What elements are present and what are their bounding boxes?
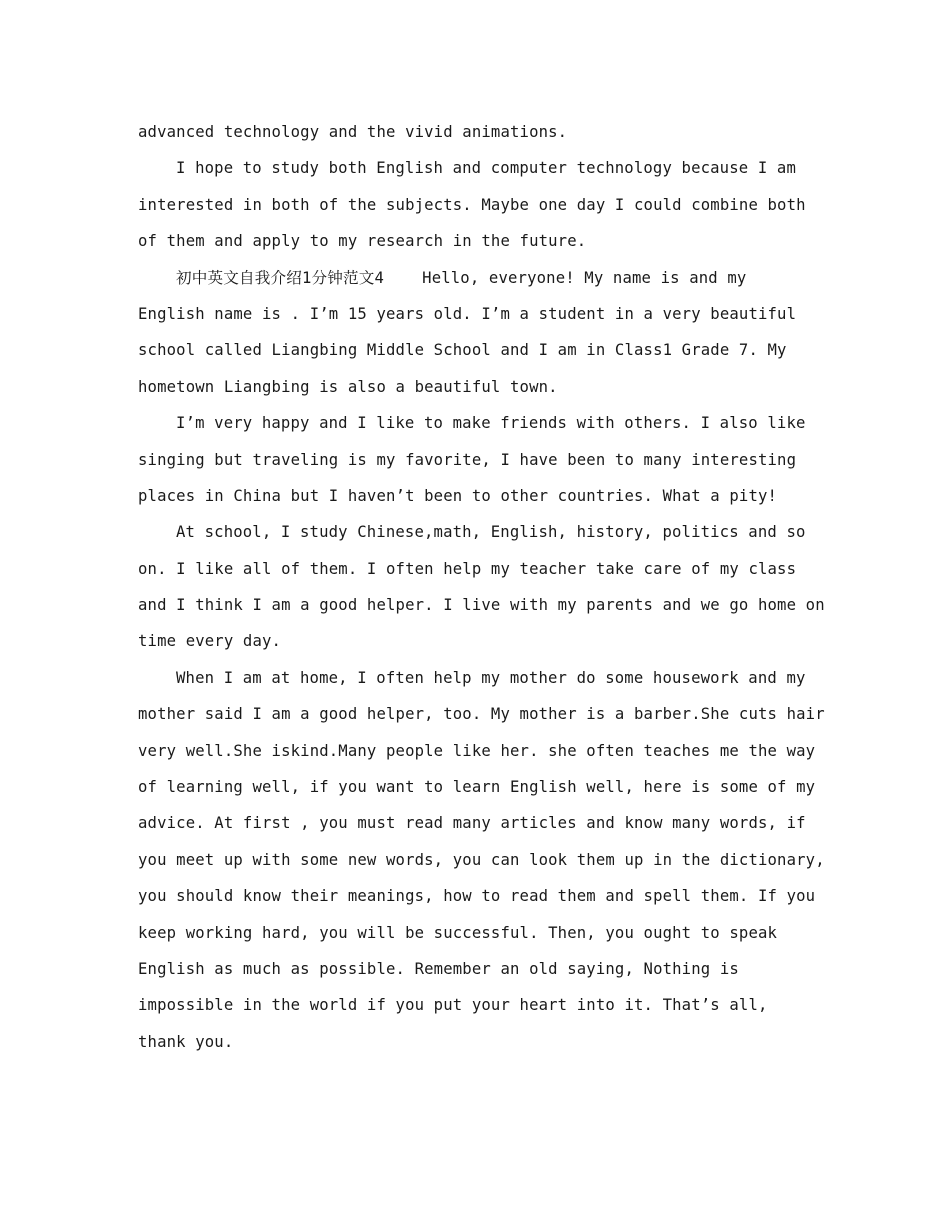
text-line: English as much as possible. Remember an old saying, Nothing is: [138, 959, 739, 978]
text-line: thank you.: [138, 1032, 234, 1051]
text-line: advice. At first , you must read many articles and know many words, if: [138, 814, 806, 833]
paragraph-start-line: I hope to study both English and computer technology because I am: [176, 159, 796, 178]
paragraph-start-line: When I am at home, I often help my mother do some housework and my: [176, 668, 806, 687]
text-line: of them and apply to my research in the future.: [138, 232, 587, 251]
section-heading-line: 初中英文自我介绍1分钟范文4 Hello, everyone! My name is and my: [176, 268, 747, 287]
text-line: time every day.: [138, 632, 282, 651]
text-line: mother said I am a good helper, too. My mother is a barber.She cuts hair: [138, 705, 825, 724]
text-line: on. I like all of them. I often help my teacher take care of my class: [138, 559, 797, 578]
text-line: you meet up with some new words, you can look them up in the dictionary,: [138, 850, 825, 869]
text-line: English name is . I’m 15 years old. I’m a student in a very beautiful: [138, 304, 797, 323]
text-line: keep working hard, you will be successful. Then, you ought to speak: [138, 923, 778, 942]
body-text: [138, 114, 825, 1060]
paragraph-start-line: I’m very happy and I like to make friends with others. I also like: [176, 414, 806, 433]
text-line: very well.She iskind.Many people like her. she often teaches me the way: [138, 741, 816, 760]
text-line: of learning well, if you want to learn English well, here is some of my: [138, 778, 816, 797]
text-line: advanced technology and the vivid animations.: [138, 123, 568, 141]
text-line: singing but traveling is my favorite, I have been to many interesting: [138, 450, 797, 469]
text-line: hometown Liangbing is also a beautiful town.: [138, 377, 558, 396]
text-line: places in China but I haven’t been to other countries. What a pity!: [138, 486, 778, 505]
text-line: and I think I am a good helper. I live with my parents and we go home on: [138, 596, 825, 615]
paragraph-start-line: At school, I study Chinese,math, English, history, politics and so: [176, 523, 806, 542]
text-line: you should know their meanings, how to read them and spell them. If you: [138, 887, 816, 906]
text-line: school called Liangbing Middle School and I am in Class1 Grade 7. My: [138, 341, 787, 360]
text-line: impossible in the world if you put your heart into it. That’s all,: [138, 996, 768, 1015]
text-line: interested in both of the subjects. Maybe one day I could combine both: [138, 195, 806, 214]
